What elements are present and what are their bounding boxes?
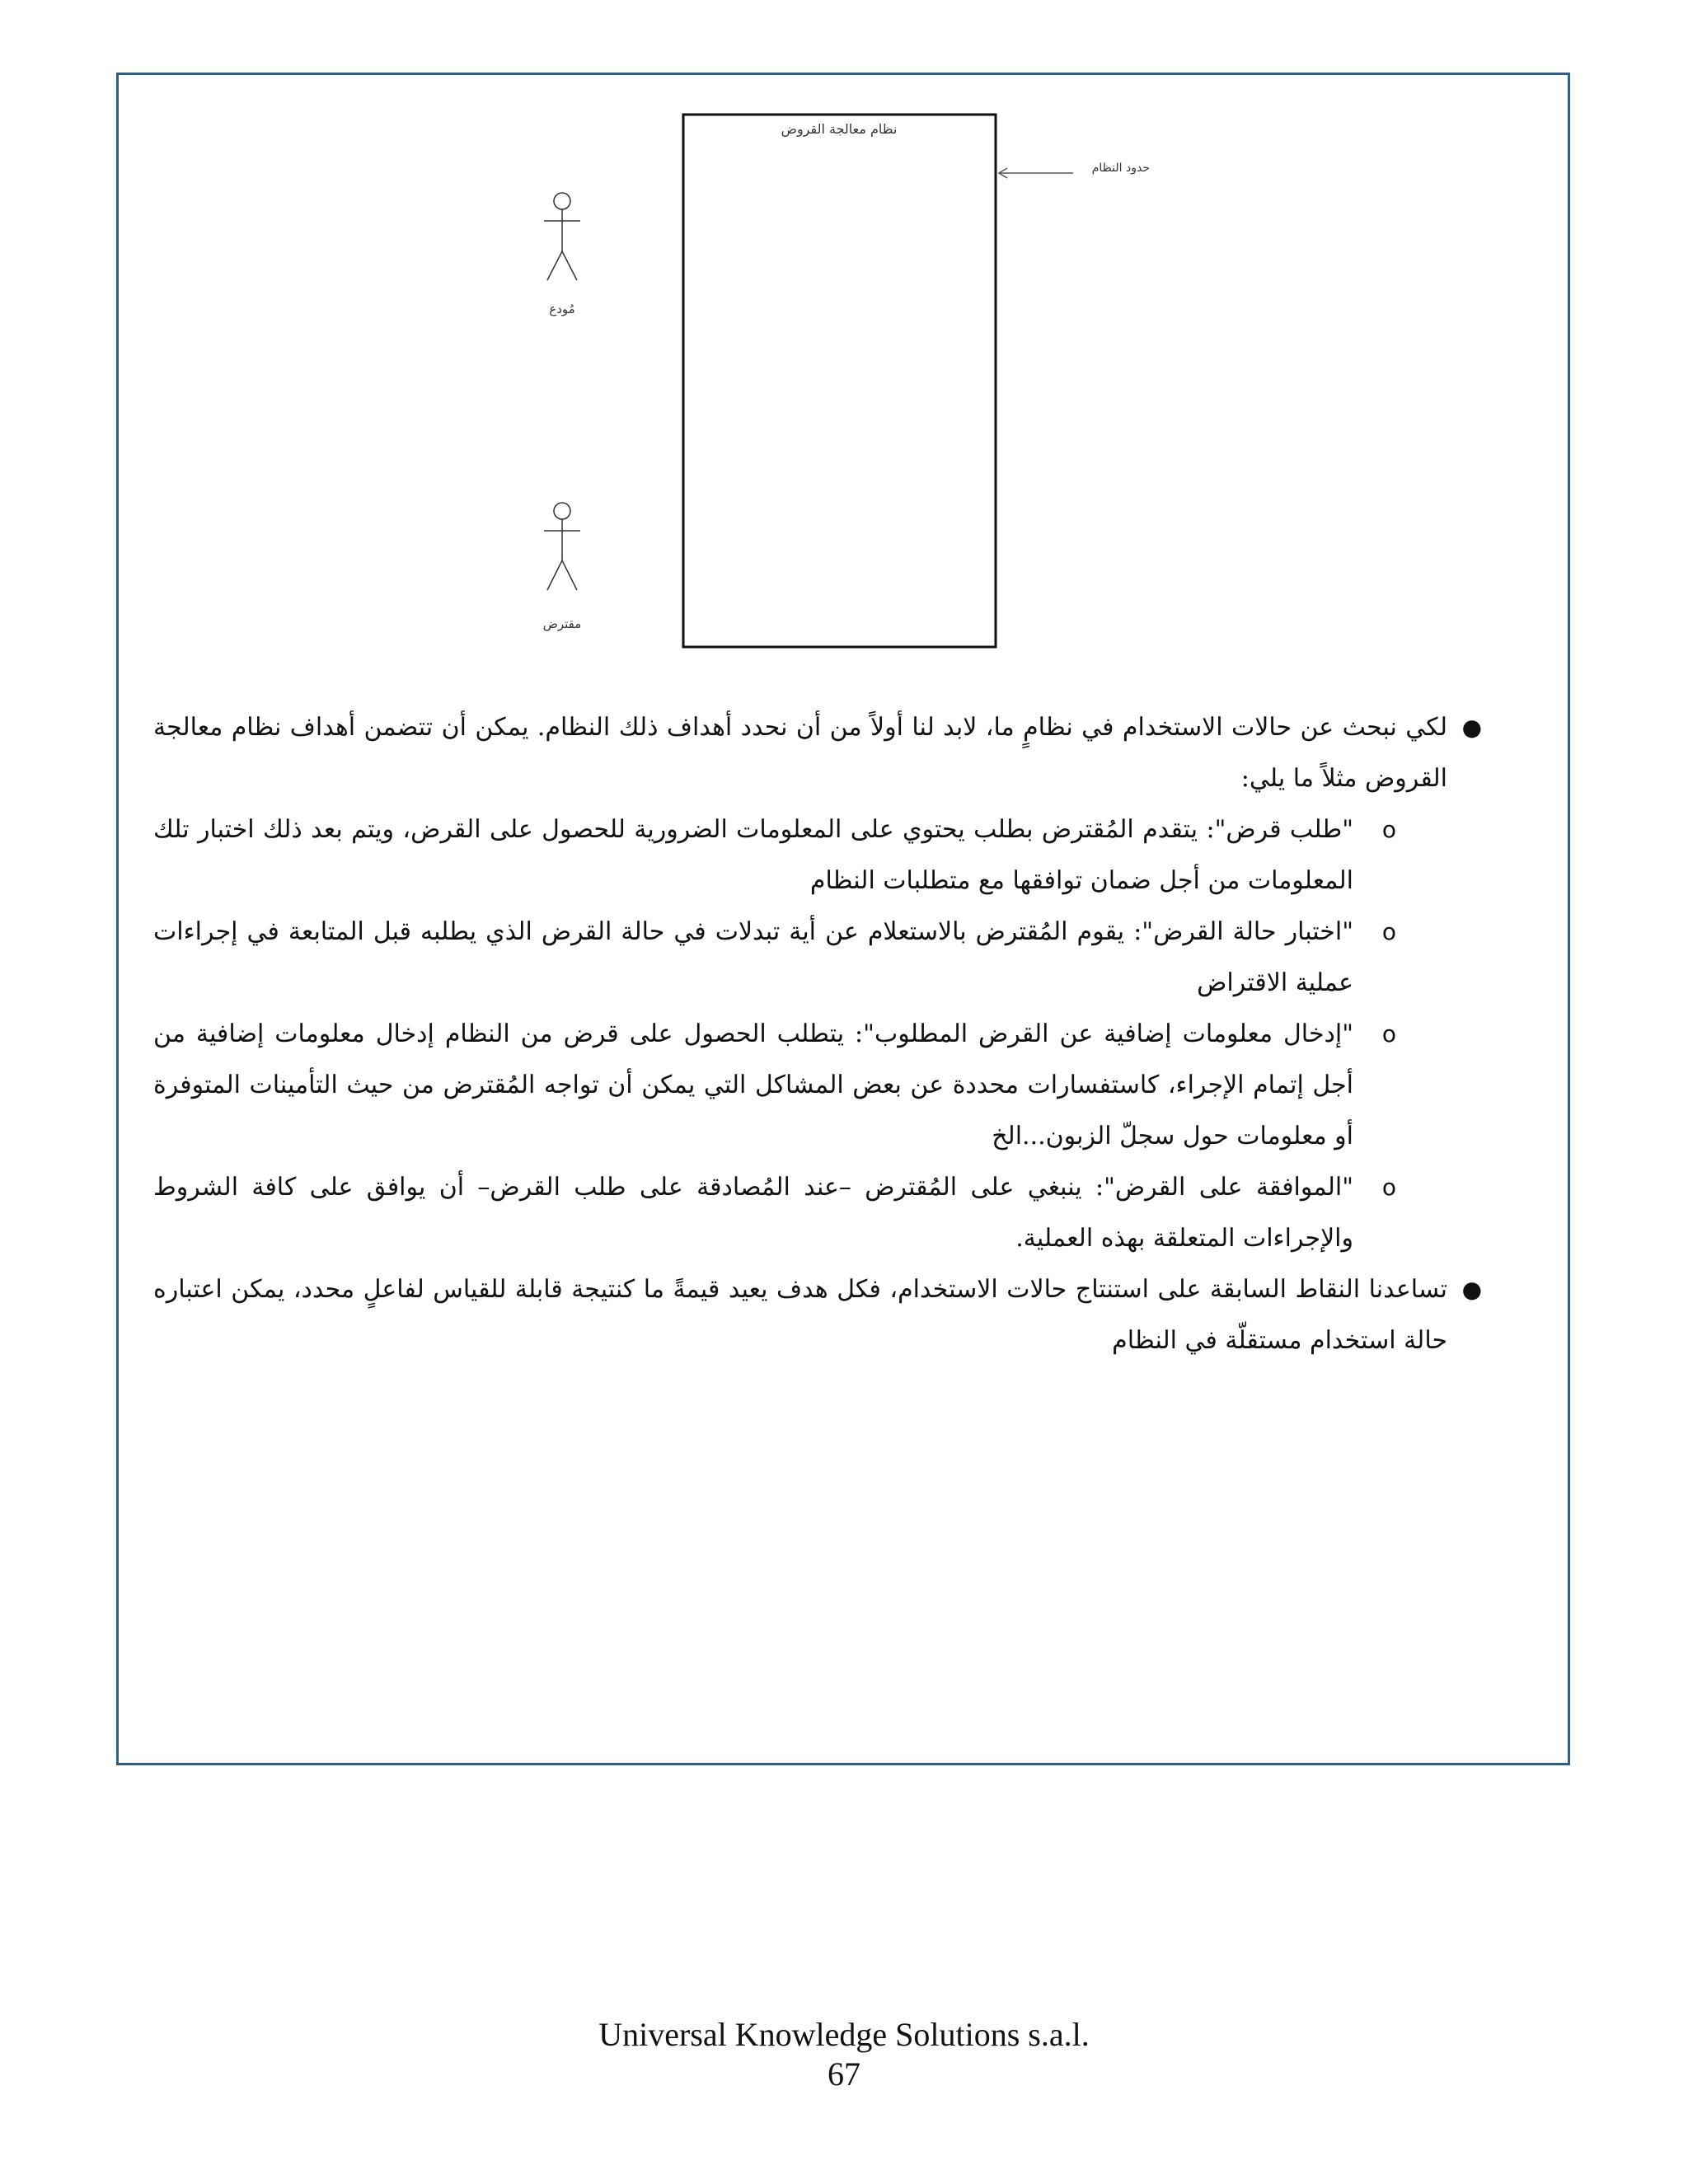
bullet-dot-icon: ● [1461,1276,1482,1303]
system-boundary-box [683,115,996,647]
subpoint-loan-status [153,907,1396,1009]
actor-depositor [544,193,580,280]
footer-company: Universal Knowledge Solutions s.a.l. [598,2016,1090,2053]
footer-page-number: 67 [828,2055,860,2093]
bullet-dot-icon: ● [1461,714,1482,741]
subpoint-3-text: "إدخال معلومات إضافية عن القرض المطلوب": يتطلب الحصول على قرض من النظام إدخال معلومات إضافية من أجل إتمام الإجراء، كاستفسارات محددة عن بعض المشاكل التي يمكن أن تواجه المُقترض من حيث التأمينات المتوفرة أو معلومات حول سجلّ الزبون...الخ [153,1019,1353,1151]
subpoint-loan-approval [153,1162,1396,1264]
point-1-text: لكي نبحث عن حالات الاستخدام في نظامٍ ما، لابد لنا أولاً من أن نحدد أهداف ذلك النظام. يمكن أن تتضمن أهداف نظام معالجة القروض مثلاً ما يلي: [153,713,1447,793]
subpoint-extra-info [153,1009,1396,1162]
body-text [153,702,1482,1366]
circle-bullet-icon: o [1381,816,1396,843]
boundary-label: حدود النظام [1091,162,1150,175]
circle-bullet-icon: o [1381,1020,1396,1047]
subpoint-1-text: "طلب قرض": يتقدم المُقترض بطلب يحتوي على المعلومات الضرورية للحصول على القرض، ويتم بعد ذلك اختبار تلك المعلومات من أجل ضمان توافقها مع متطلبات النظام [153,815,1353,895]
bullet-point-goals [153,702,1482,804]
subpoint-4-text: "الموافقة على القرض": ينبغي على المُقترض –عند المُصادقة على طلب القرض– أن يوافق على كافة الشروط والإجراءات المتعلقة بهذه العملية. [153,1173,1353,1253]
boundary-arrow [999,168,1073,178]
subpoint-2-text: "اختبار حالة القرض": يقوم المُقترض بالاستعلام عن أية تبدلات في حالة القرض الذي يطلبه قبل المتابعة في إجراءات عملية الاقتراض [153,917,1353,997]
bullet-point-conclusion [153,1264,1482,1366]
use-case-diagram [0,0,1688,676]
actor-depositor-label: مُودع [549,302,575,316]
actor-borrower [544,503,580,590]
circle-bullet-icon: o [1381,918,1396,945]
actor-borrower-label: مقترض [542,616,582,631]
system-title: نظام معالجة القروض [781,121,898,137]
subpoint-loan-request [153,804,1396,907]
point-2-text: تساعدنا النقاط السابقة على استنتاج حالات الاستخدام، فكل هدف يعيد قيمةً ما كنتيجة قابلة للقياس لفاعلٍ محدد، يمكن اعتباره حالة استخدام مستقلّة في النظام [153,1275,1447,1355]
circle-bullet-icon: o [1381,1174,1396,1201]
